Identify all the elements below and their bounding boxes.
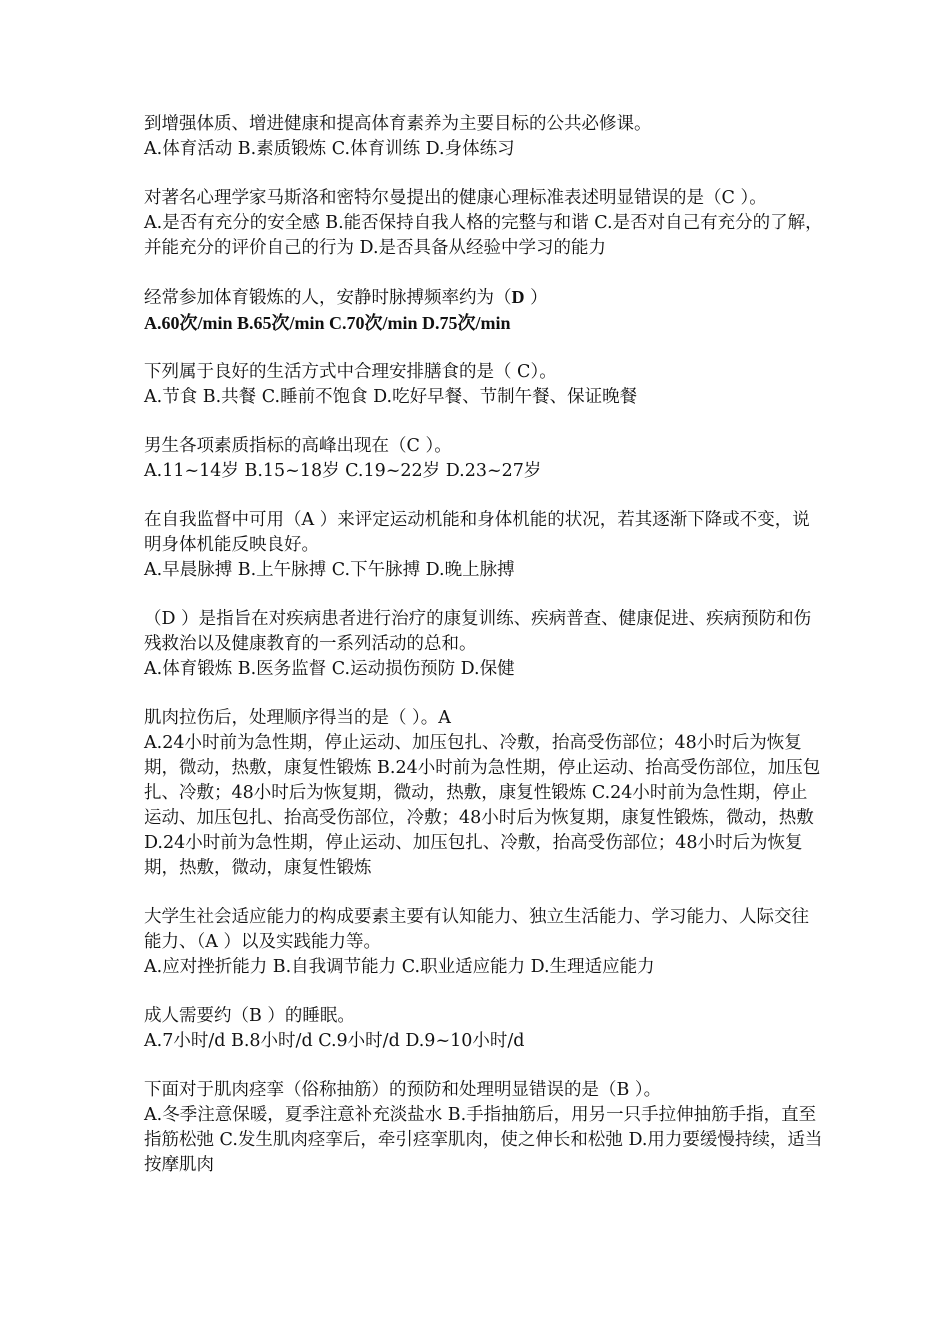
question-stem: 对著名心理学家马斯洛和密特尔曼提出的健康心理标准表述明显错误的是（C ）。: [144, 188, 767, 208]
question-7: [144, 607, 824, 682]
question-3: [144, 285, 824, 336]
question-stem: 在自我监督中可用（A ）来评定运动机能和身体机能的状况，若其逐渐下降或不变，说明身体机能反映良好。: [144, 510, 810, 555]
question-5: [144, 434, 824, 484]
question-10: [144, 1004, 824, 1054]
question-8: [144, 706, 824, 881]
document-page: [144, 112, 824, 1202]
question-stem: （D ）是指旨在对疾病患者进行治疗的康复训练、疾病普查、健康促进、疾病预防和伤残救治以及健康教育的一系列活动的总和。: [144, 609, 812, 654]
question-options: A.早晨脉搏 B.上午脉搏 C.下午脉搏 D.晚上脉搏: [144, 560, 515, 580]
question-answer: D: [511, 287, 525, 307]
question-options: A.体育锻炼 B.医务监督 C.运动损伤预防 D.保健: [144, 659, 515, 679]
question-11: [144, 1078, 824, 1178]
question-stem: 男生各项素质指标的高峰出现在（C ）。: [144, 436, 452, 456]
question-stem: 下列属于良好的生活方式中合理安排膳食的是（ C）。: [144, 362, 557, 382]
question-stem: 肌肉拉伤后，处理顺序得当的是（ ）。A: [144, 708, 451, 728]
question-options: A.24小时前为急性期，停止运动、加压包扎、冷敷，抬高受伤部位；48小时后为恢复期，微动，热敷，康复性锻炼 B.24小时前为急性期，停止运动、抬高受伤部位，加压包扎、冷敷；48小时后为恢复期，微动，热敷，康复性锻炼 C.24小时前为急性期，停止运动、加压包扎、抬高受伤部位，冷敷；48小时后为恢复期，康复性锻炼，微动，热敷 D.24小时前为急性期，停止运动、加压包扎、冷敷，抬高受伤部位；48小时后为恢复期，热敷，微动，康复性锻炼: [144, 733, 821, 878]
question-stem: 下面对于肌肉痉挛（俗称抽筋）的预防和处理明显错误的是（B ）。: [144, 1080, 662, 1100]
question-stem: 经常参加体育锻炼的人，安静时脉搏频率约为（: [144, 288, 512, 308]
question-stem-close: ）: [524, 288, 548, 308]
question-options: A.60次/min B.65次/min C.70次/min D.75次/min: [144, 313, 511, 333]
question-options: A.冬季注意保暖，夏季注意补充淡盐水 B.手指抽筋后，用另一只手拉伸抽筋手指，直至指筋松弛 C.发生肌肉痉挛后，牵引痉挛肌肉，使之伸长和松弛 D.用力要缓慢持续，适当按摩肌肉: [144, 1105, 823, 1175]
question-9: [144, 905, 824, 980]
question-6: [144, 508, 824, 583]
question-options: A.节食 B.共餐 C.睡前不饱食 D.吃好早餐、节制午餐、保证晚餐: [144, 387, 638, 407]
question-stem: 大学生社会适应能力的构成要素主要有认知能力、独立生活能力、学习能力、人际交往能力、（A ）以及实践能力等。: [144, 907, 809, 952]
question-stem: 成人需要约（B ）的睡眠。: [144, 1006, 355, 1026]
question-options: A.体育活动 B.素质锻炼 C.体育训练 D.身体练习: [144, 139, 515, 159]
question-options: A.11~14岁 B.15~18岁 C.19~22岁 D.23~27岁: [144, 461, 542, 481]
question-stem-line: [144, 285, 824, 311]
question-4: [144, 360, 824, 410]
question-2: [144, 186, 824, 261]
question-1: [144, 112, 824, 162]
question-options: A.是否有充分的安全感 B.能否保持自我人格的完整与和谐 C.是否对自己有充分的了解，并能充分的评价自己的行为 D.是否具备从经验中学习的能力: [144, 213, 823, 258]
question-options: A.应对挫折能力 B.自我调节能力 C.职业适应能力 D.生理适应能力: [144, 957, 655, 977]
question-stem: 到增强体质、增进健康和提高体育素养为主要目标的公共必修课。: [144, 114, 652, 134]
question-options: A.7小时/d B.8小时/d C.9小时/d D.9~10小时/d: [144, 1031, 525, 1051]
